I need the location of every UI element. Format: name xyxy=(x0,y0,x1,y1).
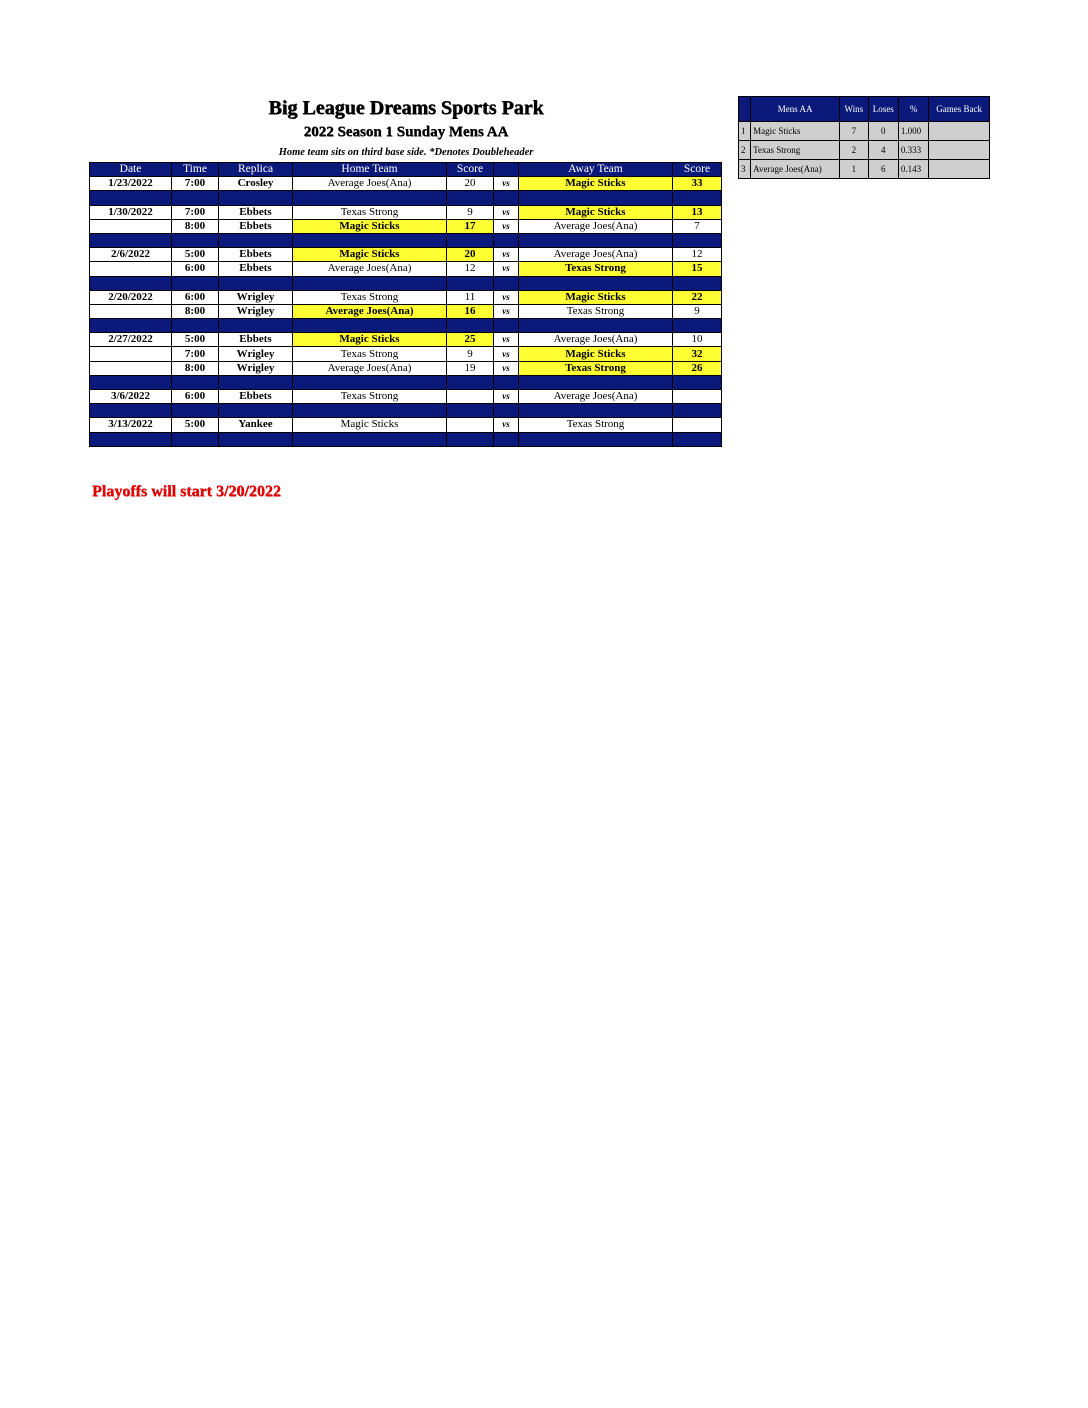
standings-header-games-back: Games Back xyxy=(929,97,990,122)
column-header-vs xyxy=(494,163,519,177)
schedule-game-row xyxy=(90,262,722,276)
standings-header-losses: Loses xyxy=(868,97,898,122)
spacer-cell xyxy=(172,233,219,247)
column-header-time: Time xyxy=(172,163,219,177)
game-date: 1/30/2022 xyxy=(90,205,172,219)
away-team: Texas Strong xyxy=(519,304,673,318)
game-date xyxy=(90,347,172,361)
home-team: Magic Sticks xyxy=(293,418,447,432)
spacer-cell xyxy=(219,319,293,333)
home-score: 25 xyxy=(447,333,494,347)
spacer-cell xyxy=(219,404,293,418)
standings-team: Magic Sticks xyxy=(751,122,840,141)
standings-losses: 6 xyxy=(868,160,898,179)
schedule-game-row xyxy=(90,219,722,233)
spacer-cell xyxy=(293,233,447,247)
standings-team: Average Joes(Ana) xyxy=(751,160,840,179)
spacer-cell xyxy=(494,404,519,418)
page-title: Big League Dreams Sports Park xyxy=(268,97,544,119)
home-score: 12 xyxy=(447,262,494,276)
schedule-game-row xyxy=(90,177,722,191)
spacer-cell xyxy=(293,319,447,333)
game-time: 5:00 xyxy=(172,248,219,262)
schedule-spacer-row xyxy=(90,432,722,446)
spacer-cell xyxy=(447,432,494,446)
away-team: Average Joes(Ana) xyxy=(519,390,673,404)
spacer-cell xyxy=(172,276,219,290)
vs-label: vs xyxy=(494,177,519,191)
schedule-game-row xyxy=(90,418,722,432)
schedule-body xyxy=(90,177,722,447)
spacer-cell xyxy=(673,404,722,418)
spacer-cell xyxy=(90,432,172,446)
game-time: 5:00 xyxy=(172,333,219,347)
vs-label: vs xyxy=(494,262,519,276)
spacer-cell xyxy=(447,276,494,290)
home-team: Magic Sticks xyxy=(293,219,447,233)
away-score: 26 xyxy=(673,361,722,375)
spacer-cell xyxy=(219,191,293,205)
vs-label: vs xyxy=(494,219,519,233)
spacer-cell xyxy=(172,319,219,333)
spacer-cell xyxy=(519,319,673,333)
schedule-game-row xyxy=(90,205,722,219)
game-time: 7:00 xyxy=(172,347,219,361)
game-date xyxy=(90,304,172,318)
standings-games-back xyxy=(929,122,990,141)
standings-pct: 0.143 xyxy=(898,160,928,179)
away-score: 10 xyxy=(673,333,722,347)
standings-wins: 7 xyxy=(840,122,868,141)
spacer-cell xyxy=(519,276,673,290)
home-score xyxy=(447,418,494,432)
away-score: 12 xyxy=(673,248,722,262)
game-field: Wrigley xyxy=(219,304,293,318)
away-score: 7 xyxy=(673,219,722,233)
schedule-game-row xyxy=(90,333,722,347)
spacer-cell xyxy=(519,404,673,418)
home-score xyxy=(447,390,494,404)
game-date: 2/20/2022 xyxy=(90,290,172,304)
vs-label: vs xyxy=(494,418,519,432)
game-field: Ebbets xyxy=(219,262,293,276)
spacer-cell xyxy=(519,191,673,205)
game-field: Ebbets xyxy=(219,390,293,404)
away-score: 13 xyxy=(673,205,722,219)
schedule-spacer-row xyxy=(90,319,722,333)
vs-label: vs xyxy=(494,304,519,318)
game-date: 2/6/2022 xyxy=(90,248,172,262)
spacer-cell xyxy=(293,276,447,290)
game-field: Ebbets xyxy=(219,248,293,262)
vs-label: vs xyxy=(494,205,519,219)
schedule-header-row xyxy=(90,163,722,177)
away-team: Average Joes(Ana) xyxy=(519,219,673,233)
standings-rank: 1 xyxy=(739,122,751,141)
vs-label: vs xyxy=(494,390,519,404)
schedule-table xyxy=(89,162,722,447)
spacer-cell xyxy=(90,375,172,389)
page-subtitle: 2022 Season 1 Sunday Mens AA xyxy=(303,124,509,140)
game-field: Wrigley xyxy=(219,347,293,361)
spacer-cell xyxy=(90,191,172,205)
spacer-cell xyxy=(172,375,219,389)
game-time: 7:00 xyxy=(172,177,219,191)
spacer-cell xyxy=(494,375,519,389)
spacer-cell xyxy=(293,432,447,446)
game-field: Wrigley xyxy=(219,361,293,375)
column-header-replica: Replica xyxy=(219,163,293,177)
spacer-cell xyxy=(673,432,722,446)
schedule-game-row xyxy=(90,290,722,304)
away-score: 22 xyxy=(673,290,722,304)
column-header-away-score: Score xyxy=(673,163,722,177)
home-team: Average Joes(Ana) xyxy=(293,304,447,318)
spacer-cell xyxy=(519,432,673,446)
away-team: Texas Strong xyxy=(519,418,673,432)
home-score: 20 xyxy=(447,248,494,262)
standings-row xyxy=(739,160,990,179)
spacer-cell xyxy=(673,319,722,333)
game-time: 8:00 xyxy=(172,304,219,318)
spacer-cell xyxy=(494,276,519,290)
game-field: Wrigley xyxy=(219,290,293,304)
spacer-cell xyxy=(519,233,673,247)
column-header-home-score: Score xyxy=(447,163,494,177)
column-header-away-team: Away Team xyxy=(519,163,673,177)
standings-row xyxy=(739,141,990,160)
game-field: Yankee xyxy=(219,418,293,432)
spacer-cell xyxy=(494,233,519,247)
standings-games-back xyxy=(929,160,990,179)
home-team: Texas Strong xyxy=(293,390,447,404)
schedule-game-row xyxy=(90,248,722,262)
spacer-cell xyxy=(447,319,494,333)
game-time: 6:00 xyxy=(172,390,219,404)
home-team: Average Joes(Ana) xyxy=(293,177,447,191)
game-time: 7:00 xyxy=(172,205,219,219)
spacer-cell xyxy=(494,432,519,446)
spacer-cell xyxy=(293,404,447,418)
away-team: Magic Sticks xyxy=(519,290,673,304)
spacer-cell xyxy=(172,404,219,418)
home-team: Texas Strong xyxy=(293,347,447,361)
game-time: 5:00 xyxy=(172,418,219,432)
vs-label: vs xyxy=(494,248,519,262)
standings-wins: 1 xyxy=(840,160,868,179)
game-time: 8:00 xyxy=(172,219,219,233)
schedule-game-row xyxy=(90,390,722,404)
home-score: 17 xyxy=(447,219,494,233)
spacer-cell xyxy=(219,233,293,247)
game-field: Ebbets xyxy=(219,205,293,219)
away-team: Average Joes(Ana) xyxy=(519,333,673,347)
standings-wins: 2 xyxy=(840,141,868,160)
home-score: 9 xyxy=(447,205,494,219)
home-team: Texas Strong xyxy=(293,205,447,219)
standings-losses: 4 xyxy=(868,141,898,160)
vs-label: vs xyxy=(494,361,519,375)
spacer-cell xyxy=(673,233,722,247)
column-header-date: Date xyxy=(90,163,172,177)
game-field: Ebbets xyxy=(219,333,293,347)
standings-team: Texas Strong xyxy=(751,141,840,160)
game-field: Crosley xyxy=(219,177,293,191)
schedule-spacer-row xyxy=(90,233,722,247)
spacer-cell xyxy=(519,375,673,389)
game-date xyxy=(90,361,172,375)
standings-pct: 1.000 xyxy=(898,122,928,141)
spacer-cell xyxy=(219,375,293,389)
spacer-cell xyxy=(172,432,219,446)
game-date: 3/6/2022 xyxy=(90,390,172,404)
away-team: Magic Sticks xyxy=(519,205,673,219)
spacer-cell xyxy=(90,276,172,290)
vs-label: vs xyxy=(494,347,519,361)
game-date: 3/13/2022 xyxy=(90,418,172,432)
standings-row xyxy=(739,122,990,141)
standings-pct: 0.333 xyxy=(898,141,928,160)
away-score: 32 xyxy=(673,347,722,361)
spacer-cell xyxy=(494,319,519,333)
vs-label: vs xyxy=(494,290,519,304)
spacer-cell xyxy=(90,319,172,333)
spacer-cell xyxy=(494,191,519,205)
standings-rank: 2 xyxy=(739,141,751,160)
schedule-game-row xyxy=(90,347,722,361)
spacer-cell xyxy=(219,276,293,290)
spacer-cell xyxy=(172,191,219,205)
schedule-spacer-row xyxy=(90,404,722,418)
away-team: Texas Strong xyxy=(519,361,673,375)
spacer-cell xyxy=(90,404,172,418)
game-field: Ebbets xyxy=(219,219,293,233)
game-date xyxy=(90,219,172,233)
schedule-spacer-row xyxy=(90,375,722,389)
away-score: 15 xyxy=(673,262,722,276)
spacer-cell xyxy=(447,375,494,389)
spacer-cell xyxy=(447,191,494,205)
home-score: 16 xyxy=(447,304,494,318)
standings-table xyxy=(738,96,990,179)
standings-header-row xyxy=(739,97,990,122)
playoffs-notice: Playoffs will start 3/20/2022 xyxy=(92,483,281,500)
away-score xyxy=(673,390,722,404)
standings-header-rank xyxy=(739,97,751,122)
standings-losses: 0 xyxy=(868,122,898,141)
spacer-cell xyxy=(673,375,722,389)
home-team: Average Joes(Ana) xyxy=(293,361,447,375)
schedule-game-row xyxy=(90,361,722,375)
home-team: Average Joes(Ana) xyxy=(293,262,447,276)
home-team: Magic Sticks xyxy=(293,333,447,347)
away-team: Magic Sticks xyxy=(519,177,673,191)
spacer-cell xyxy=(219,432,293,446)
spacer-cell xyxy=(447,233,494,247)
schedule-note: Home team sits on third base side. *Denotes Doubleheader xyxy=(278,147,534,158)
away-team: Texas Strong xyxy=(519,262,673,276)
away-score: 33 xyxy=(673,177,722,191)
standings-games-back xyxy=(929,141,990,160)
game-time: 6:00 xyxy=(172,290,219,304)
home-score: 20 xyxy=(447,177,494,191)
spacer-cell xyxy=(673,191,722,205)
spacer-cell xyxy=(90,233,172,247)
away-score xyxy=(673,418,722,432)
home-team: Magic Sticks xyxy=(293,248,447,262)
schedule-spacer-row xyxy=(90,276,722,290)
standings-header-wins: Wins xyxy=(840,97,868,122)
standings-body xyxy=(739,122,990,179)
vs-label: vs xyxy=(494,333,519,347)
game-date: 2/27/2022 xyxy=(90,333,172,347)
schedule-spacer-row xyxy=(90,191,722,205)
home-team: Texas Strong xyxy=(293,290,447,304)
schedule-game-row xyxy=(90,304,722,318)
home-score: 9 xyxy=(447,347,494,361)
away-team: Magic Sticks xyxy=(519,347,673,361)
column-header-home-team: Home Team xyxy=(293,163,447,177)
home-score: 11 xyxy=(447,290,494,304)
spacer-cell xyxy=(673,276,722,290)
away-score: 9 xyxy=(673,304,722,318)
game-date: 1/23/2022 xyxy=(90,177,172,191)
game-date xyxy=(90,262,172,276)
spacer-cell xyxy=(293,375,447,389)
standings-header-division: Mens AA xyxy=(751,97,840,122)
away-team: Average Joes(Ana) xyxy=(519,248,673,262)
standings-header-pct: % xyxy=(898,97,928,122)
spacer-cell xyxy=(447,404,494,418)
spacer-cell xyxy=(293,191,447,205)
game-time: 6:00 xyxy=(172,262,219,276)
home-score: 19 xyxy=(447,361,494,375)
game-time: 8:00 xyxy=(172,361,219,375)
standings-rank: 3 xyxy=(739,160,751,179)
